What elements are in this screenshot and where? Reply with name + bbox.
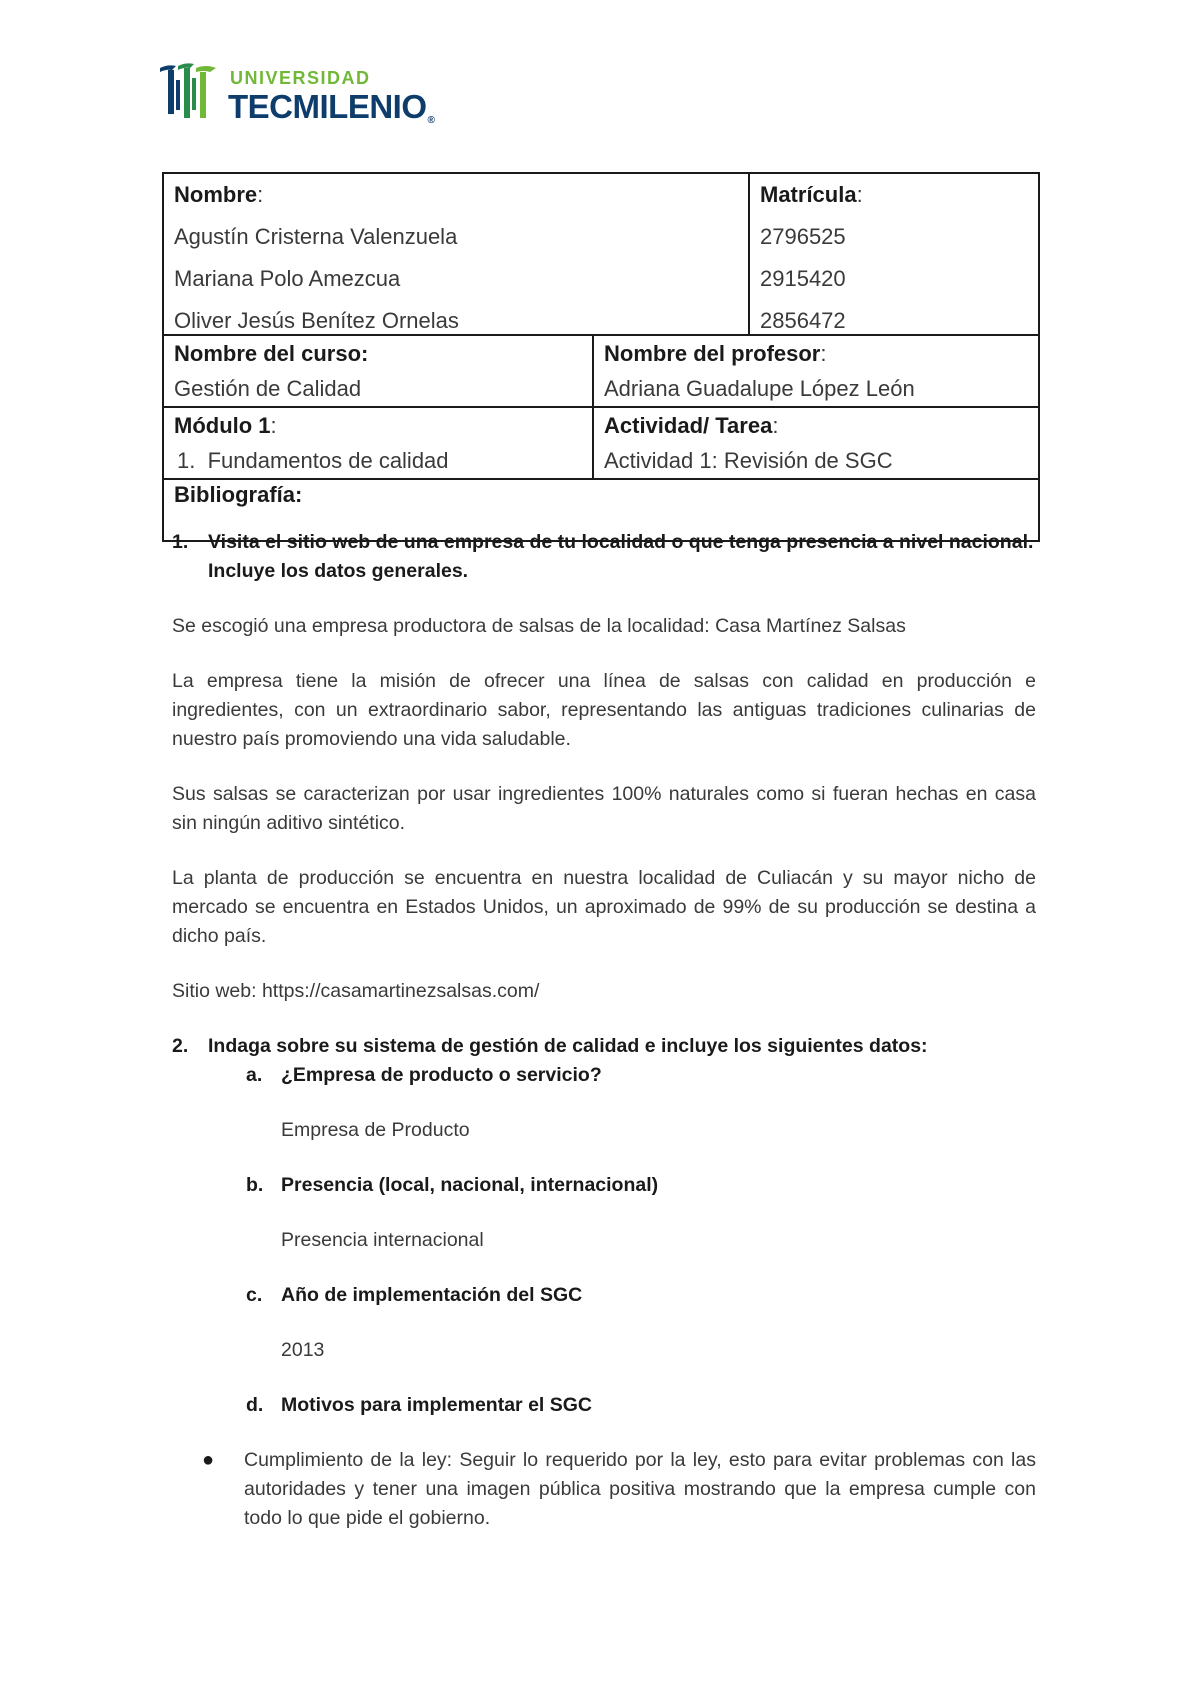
paragraph-plant: La planta de producción se encuentra en nuestra localidad de Culiacán y su mayor nicho de mercado se encuentra en Estados Unidos, un aproximado de 99% de su producción se destina a dicho país. — [172, 867, 1036, 947]
student-name: Oliver Jesús Benítez Ornelas — [174, 308, 459, 333]
sub-question-text: Motivos para implementar el SGC — [281, 1394, 593, 1416]
question-1 — [172, 528, 1036, 586]
paragraph-company: Se escogió una empresa productora de salsas de la localidad: Casa Martínez Salsas — [172, 615, 906, 637]
question-1-number: 1. — [172, 531, 189, 553]
nombre-colon: : — [257, 182, 264, 207]
student-id: 2915420 — [760, 266, 846, 291]
paragraph-ingredients: Sus salsas se caracterizan por usar ingredientes 100% naturales como si fueran hechas en casa sin ningún aditivo sintético. — [172, 783, 1036, 834]
bibliografia-label: Bibliografía: — [174, 482, 303, 507]
actividad-label-line — [604, 408, 1028, 443]
matricula-label: Matrícula — [760, 182, 857, 207]
nombre-label-line — [174, 174, 738, 216]
paragraph-website: Sitio web: https://casamartinezsalsas.com/ — [172, 980, 540, 1002]
curso-value: Gestión de Calidad — [174, 376, 362, 401]
sub-question-d — [172, 1391, 1036, 1420]
sub-question-a — [172, 1061, 1036, 1090]
students-row — [163, 173, 1039, 335]
bibliografia-label-line — [174, 480, 1028, 510]
sub-letter: c. — [246, 1284, 263, 1306]
matricula-colon: : — [856, 182, 863, 207]
student-info-table — [162, 172, 1040, 542]
modulo-label-line — [174, 408, 582, 443]
modulo-colon: : — [270, 413, 277, 438]
logo-text-tecmilenio — [228, 88, 434, 126]
students-id-cell — [749, 173, 1039, 335]
sub-letter: b. — [246, 1174, 264, 1196]
logo-wordmark: TECMILENIO — [228, 88, 427, 125]
actividad-label: Actividad/ Tarea — [604, 413, 773, 438]
student-id: 2856472 — [760, 308, 846, 333]
matricula-label-line — [760, 174, 1028, 216]
university-logo — [158, 60, 458, 126]
curso-label: Nombre del curso: — [174, 341, 369, 366]
sub-question-text: Presencia (local, nacional, internacional) — [281, 1174, 659, 1196]
modulo-value-line — [174, 443, 582, 478]
students-name-cell — [163, 173, 749, 335]
sub-answer-c: 2013 — [281, 1339, 325, 1361]
curso-label-line — [174, 336, 582, 371]
module-cell — [163, 407, 593, 479]
modulo-number: 1. — [177, 448, 196, 473]
bullet-text: Cumplimiento de la ley: Seguir lo requerido por la ley, esto para evitar problemas con las autoridades y tener una imagen pública positiva mostrando que la empresa cumple con todo lo que pide el gobierno. — [244, 1449, 1036, 1529]
sub-answer-b: Presencia internacional — [281, 1229, 484, 1251]
student-name: Agustín Cristerna Valenzuela — [174, 224, 458, 249]
sub-letter: d. — [246, 1394, 264, 1416]
nombre-label: Nombre — [174, 182, 258, 207]
sub-question-text: ¿Empresa de producto o servicio? — [281, 1064, 602, 1086]
sub-letter: a. — [246, 1064, 263, 1086]
actividad-colon: : — [772, 413, 779, 438]
sub-answer-a: Empresa de Producto — [281, 1119, 470, 1141]
profesor-value: Adriana Guadalupe López León — [604, 376, 915, 401]
question-2 — [172, 1032, 1036, 1061]
sub-question-c — [172, 1281, 1036, 1310]
bullet-icon: ● — [202, 1449, 215, 1471]
professor-cell — [593, 335, 1039, 407]
sub-question-text: Año de implementación del SGC — [281, 1284, 583, 1306]
tecmilenio-emblem-icon — [158, 62, 220, 124]
profesor-label-line — [604, 336, 1028, 371]
logo-text-universidad: UNIVERSIDAD — [230, 68, 371, 88]
profesor-label: Nombre del profesor — [604, 341, 821, 366]
question-1-text: Visita el sitio web de una empresa de tu localidad o que tenga presencia a nivel nacional. Incluye los datos generales. — [208, 531, 1034, 582]
student-id: 2796525 — [760, 224, 846, 249]
activity-cell — [593, 407, 1039, 479]
question-2-text: Indaga sobre su sistema de gestión de calidad e incluye los siguientes datos: — [208, 1035, 928, 1057]
student-name: Mariana Polo Amezcua — [174, 266, 401, 291]
bullet-item — [172, 1446, 1036, 1533]
sub-question-b — [172, 1171, 1036, 1200]
modulo-value: Fundamentos de calidad — [207, 448, 449, 473]
module-row — [163, 407, 1039, 479]
modulo-label: Módulo 1 — [174, 413, 271, 438]
registered-mark: ® — [427, 115, 435, 126]
course-cell — [163, 335, 593, 407]
profesor-colon: : — [820, 341, 827, 366]
actividad-value: Actividad 1: Revisión de SGC — [604, 448, 893, 473]
document-body — [172, 528, 1036, 1533]
course-row — [163, 335, 1039, 407]
paragraph-mission: La empresa tiene la misión de ofrecer una línea de salsas con calidad en producción e ingredientes, con un extraordinario sabor, representando las antiguas tradiciones culinarias de nuestro país promoviendo una vida saludable. — [172, 670, 1036, 750]
question-2-number: 2. — [172, 1035, 189, 1057]
